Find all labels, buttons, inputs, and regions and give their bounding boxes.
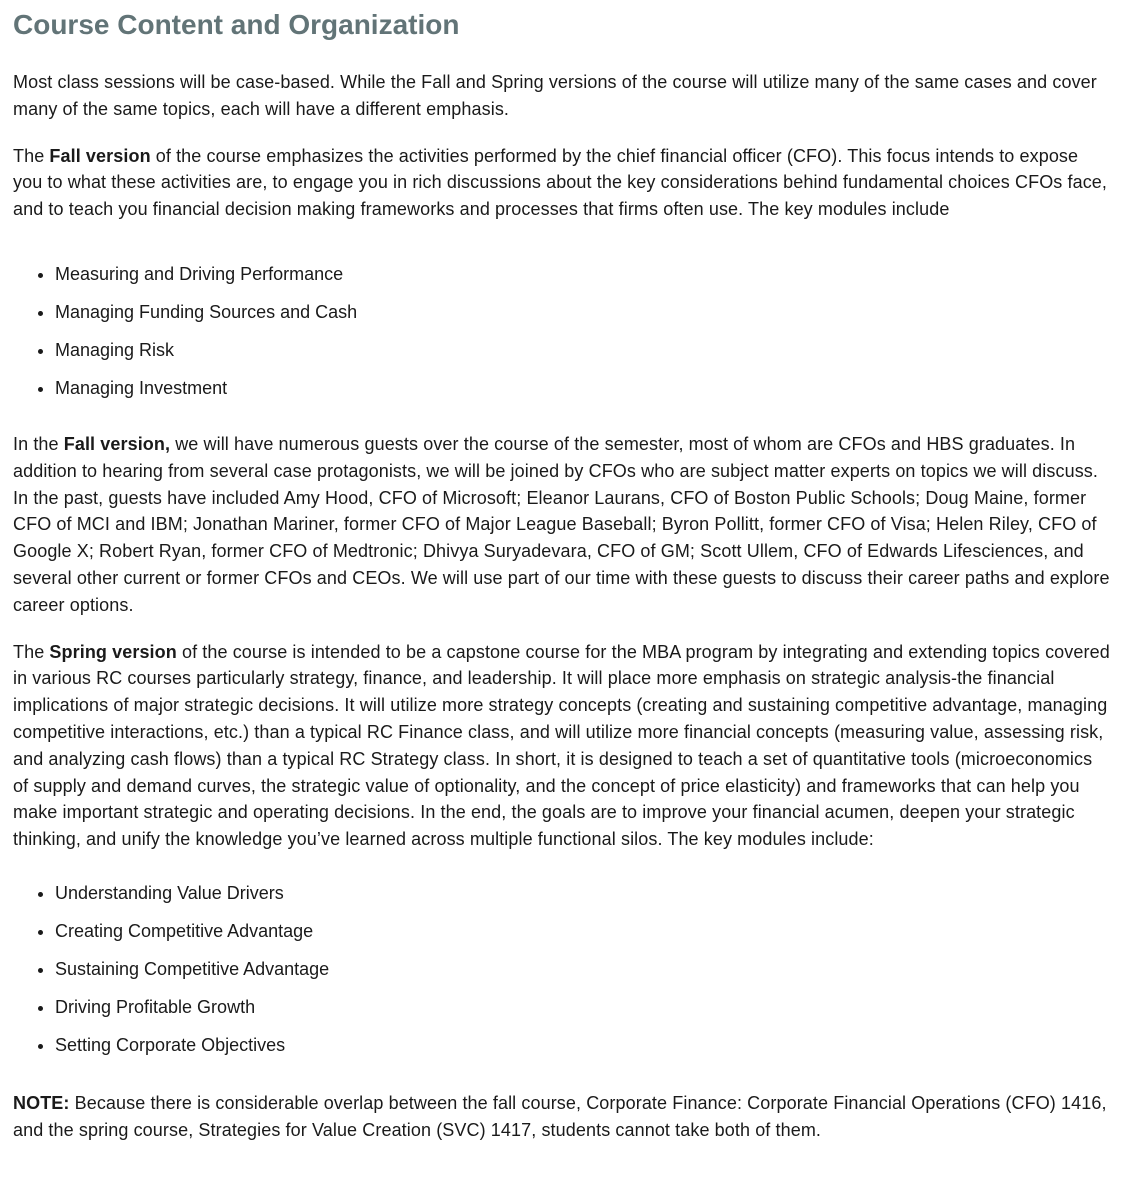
spring-version-paragraph xyxy=(13,639,1112,853)
spring-text: of the course is intended to be a capstone course for the MBA program by integrating and extending topics covered in various RC courses particularly strategy, finance, and leadership. It will place more emphasis on strategic analysis-the financial implications of major strategic decisions. It will utilize more strategy concepts (creating and sustaining competitive advantage, managing competitive interactions, etc.) than a typical RC Finance class, and will utilize more financial concepts (measuring value, assessing risk, and analyzing cash flows) than a typical RC Strategy class. In short, it is designed to teach a set of quantitative tools (microeconomics of supply and demand curves, the strategic value of optionality, and the concept of price elasticity) and frameworks that can help you make important strategic and operating decisions. In the end, the goals are to improve your financial acumen, deepen your strategic thinking, and unify the knowledge you’ve learned across multiple functional silos. The key modules include: xyxy=(13,641,1110,850)
page-title: Course Content and Organization xyxy=(13,9,460,40)
list-item: • Understanding Value Drivers xyxy=(55,880,1112,906)
note-text: Because there is considerable overlap between the fall course, Corporate Finance: Corporate Financial Operations (CFO) 1416, and the spring course, Strategies for Value Creation (SVC) 1417, students cannot take both of them. xyxy=(13,1092,1107,1140)
spring-pre: The xyxy=(13,641,50,662)
list-item: • Sustaining Competitive Advantage xyxy=(55,956,1112,982)
list-item: • Measuring and Driving Performance xyxy=(55,261,1112,287)
list-item: • Managing Risk xyxy=(55,337,1112,363)
list-item: • Managing Investment xyxy=(55,375,1112,401)
fall-modules-list xyxy=(13,261,1112,401)
list-item: • Setting Corporate Objectives xyxy=(55,1032,1112,1058)
intro-text: Most class sessions will be case-based. While the Fall and Spring versions of the course will utilize many of the same cases and cover many of the same topics, each will have a different emphasis. xyxy=(13,72,1097,119)
list-item: • Managing Funding Sources and Cash xyxy=(55,299,1112,325)
spring-modules-list xyxy=(13,880,1112,1058)
list-item: • Driving Profitable Growth xyxy=(55,994,1112,1020)
note-label: NOTE: xyxy=(13,1092,70,1113)
fall-text: of the course emphasizes the activities performed by the chief financial officer (CFO). This focus intends to expose you to what these activities are, to engage you in rich discussions about the key considerations behind fundamental choices CFOs face, and to teach you financial decision making frameworks and processes that firms often use. The key modules include xyxy=(13,145,1108,220)
guests-paragraph xyxy=(13,431,1112,619)
fall-version-label: Fall version xyxy=(49,145,151,166)
spring-version-label: Spring version xyxy=(49,641,177,662)
intro-paragraph xyxy=(13,69,1112,123)
list-item: • Creating Competitive Advantage xyxy=(55,918,1112,944)
guests-text: we will have numerous guests over the course of the semester, most of whom are CFOs and HBS graduates. In addition to hearing from several case protagonists, we will be joined by CFOs who are subject matter experts on topics we will discuss. In the past, guests have included Amy Hood, CFO of Microsoft; Eleanor Laurans, CFO of Boston Public Schools; Doug Maine, former CFO of MCI and IBM; Jonathan Mariner, former CFO of Major League Baseball; Byron Pollitt, former CFO of Visa; Helen Riley, CFO of Google X; Robert Ryan, former CFO of Medtronic; Dhivya Suryadevara, CFO of GM; Scott Ullem, CFO of Edwards Lifesciences, and several other current or former CFOs and CEOs. We will use part of our time with these guests to discuss their career paths and explore career options. xyxy=(13,433,1110,615)
note-paragraph xyxy=(13,1090,1112,1144)
guests-pre: In the xyxy=(13,433,64,454)
fall-version-paragraph xyxy=(13,143,1112,223)
guests-fall-label: Fall version, xyxy=(63,433,171,454)
fall-pre: The xyxy=(13,145,50,166)
